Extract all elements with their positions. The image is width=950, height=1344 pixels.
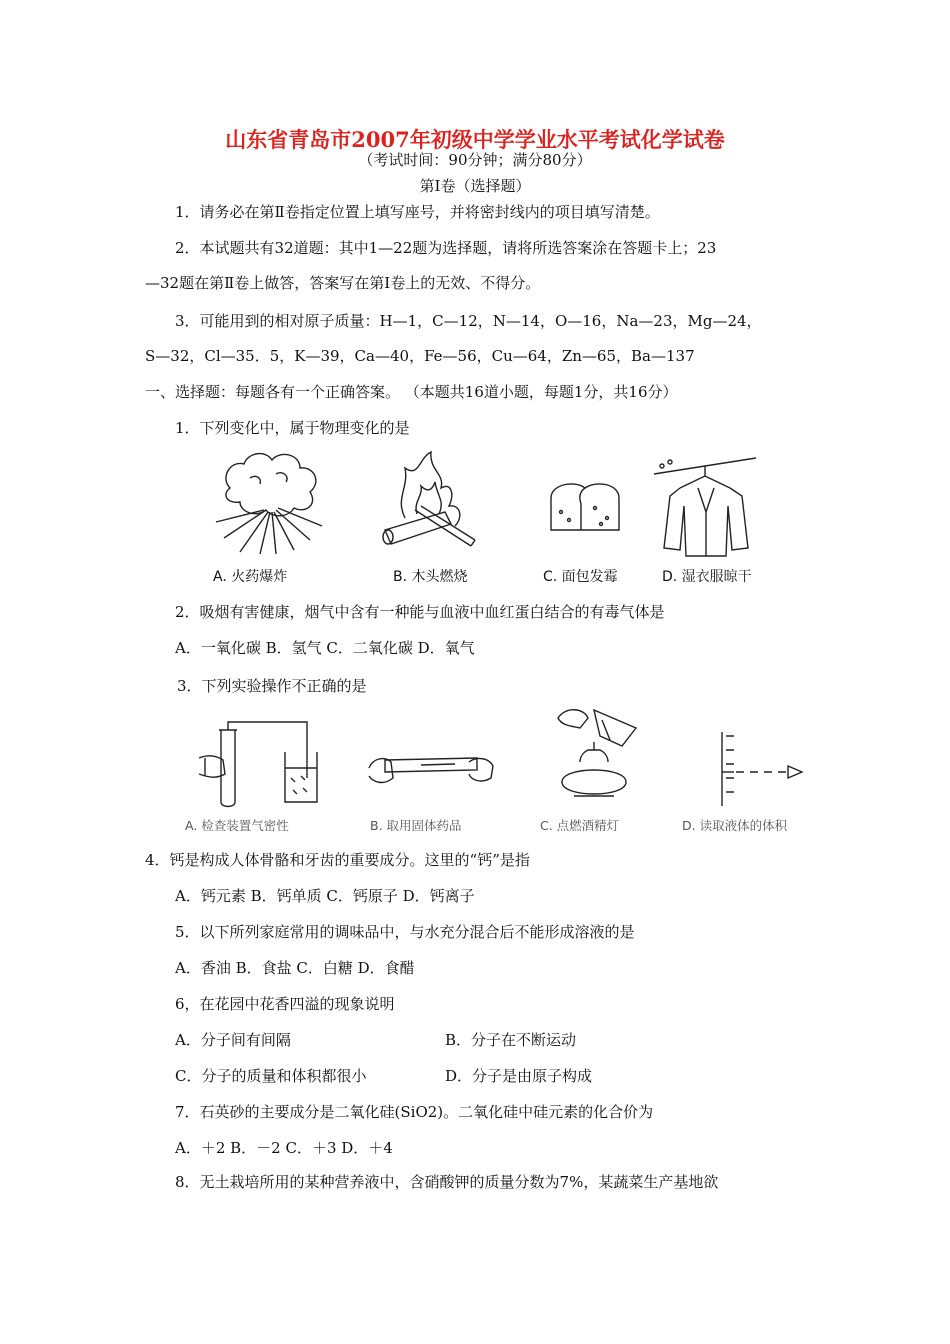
q3-caption-d: D. 读取液体的体积 [682,818,788,833]
solid-reagent-icon [365,738,495,802]
instruction-2: 2．本试题共有32道题：其中1—22题为选择题，请将所选答案涂在答题卡上；23 [175,239,717,257]
q2-stem: 2．吸烟有害健康，烟气中含有一种能与血液中血红蛋白结合的有毒气体是 [175,603,665,621]
q1-caption-a: A. 火药爆炸 [213,569,288,585]
q7-options: A．＋2 B．－2 C．＋3 D．＋4 [175,1139,393,1157]
burning-wood-icon [375,448,485,562]
q4-options: A．钙元素 B．钙单质 C．钙原子 D．钙离子 [175,887,475,905]
drying-clothes-icon [650,452,760,566]
alcohol-lamp-icon [550,706,640,810]
q6-stem: 6，在花园中花香四溢的现象说明 [175,995,395,1013]
q5-options: A．香油 B．食盐 C．白糖 D．食醋 [175,959,415,977]
q3-stem: 3．下列实验操作不正确的是 [177,677,367,695]
q6-option-b: B．分子在不断运动 [445,1031,577,1049]
instruction-2-cont: —32题在第Ⅱ卷上做答，答案写在第Ⅰ卷上的无效、不得分。 [145,274,541,292]
q1-caption-d: D. 湿衣服晾干 [662,569,752,585]
q8-stem: 8．无土栽培所用的某种营养液中，含硝酸钾的质量分数为7%，某蔬菜生产基地欲 [175,1173,719,1191]
exam-title: 山东省青岛市2007年初级中学学业水平考试化学试卷 [225,127,725,152]
q4-stem: 4．钙是构成人体骨骼和牙齿的重要成分。这里的“钙”是指 [145,851,530,869]
part1-header: 一、选择题：每题各有一个正确答案。 （本题共16道小题，每题1分，共16分） [145,383,678,401]
exam-info: （考试时间：90分钟；满分80分） [358,151,592,169]
q7-stem: 7．石英砂的主要成分是二氧化硅(SiO2)。二氧化硅中硅元素的化合价为 [175,1103,654,1121]
q6-option-c: C．分子的质量和体积都很小 [175,1067,367,1085]
airtightness-check-icon [195,718,325,814]
q3-caption-b: B. 取用固体药品 [370,818,462,833]
instruction-3-cont: S—32，Cl—35．5，K—39，Ca—40，Fe—56，Cu—64，Zn—65，Ba—137 [145,347,695,365]
q6-option-a: A．分子间有间隔 [175,1031,291,1049]
section-header: 第Ⅰ卷（选择题） [419,177,531,195]
explosion-icon [210,448,330,562]
q6-option-d: D．分子是由原子构成 [445,1067,593,1085]
q1-caption-c: C. 面包发霉 [543,569,618,585]
q1-stem: 1．下列变化中，属于物理变化的是 [175,419,410,437]
graduated-cylinder-icon [710,726,820,820]
q3-caption-a: A. 检查装置气密性 [185,818,289,833]
q3-caption-c: C. 点燃酒精灯 [540,818,620,833]
q1-caption-b: B. 木头燃烧 [393,569,468,585]
q5-stem: 5．以下所列家庭常用的调味品中，与水充分混合后不能形成溶液的是 [175,923,635,941]
instruction-1: 1．请务必在第Ⅱ卷指定位置上填写座号，并将密封线内的项目填写清楚。 [175,203,660,221]
moldy-bread-icon [545,478,625,542]
instruction-3: 3．可能用到的相对原子质量：H—1，C—12，N—14，O—16，Na—23，Mg—24， [175,312,762,330]
q2-options: A．一氧化碳 B．氢气 C．二氧化碳 D．氧气 [175,639,475,657]
